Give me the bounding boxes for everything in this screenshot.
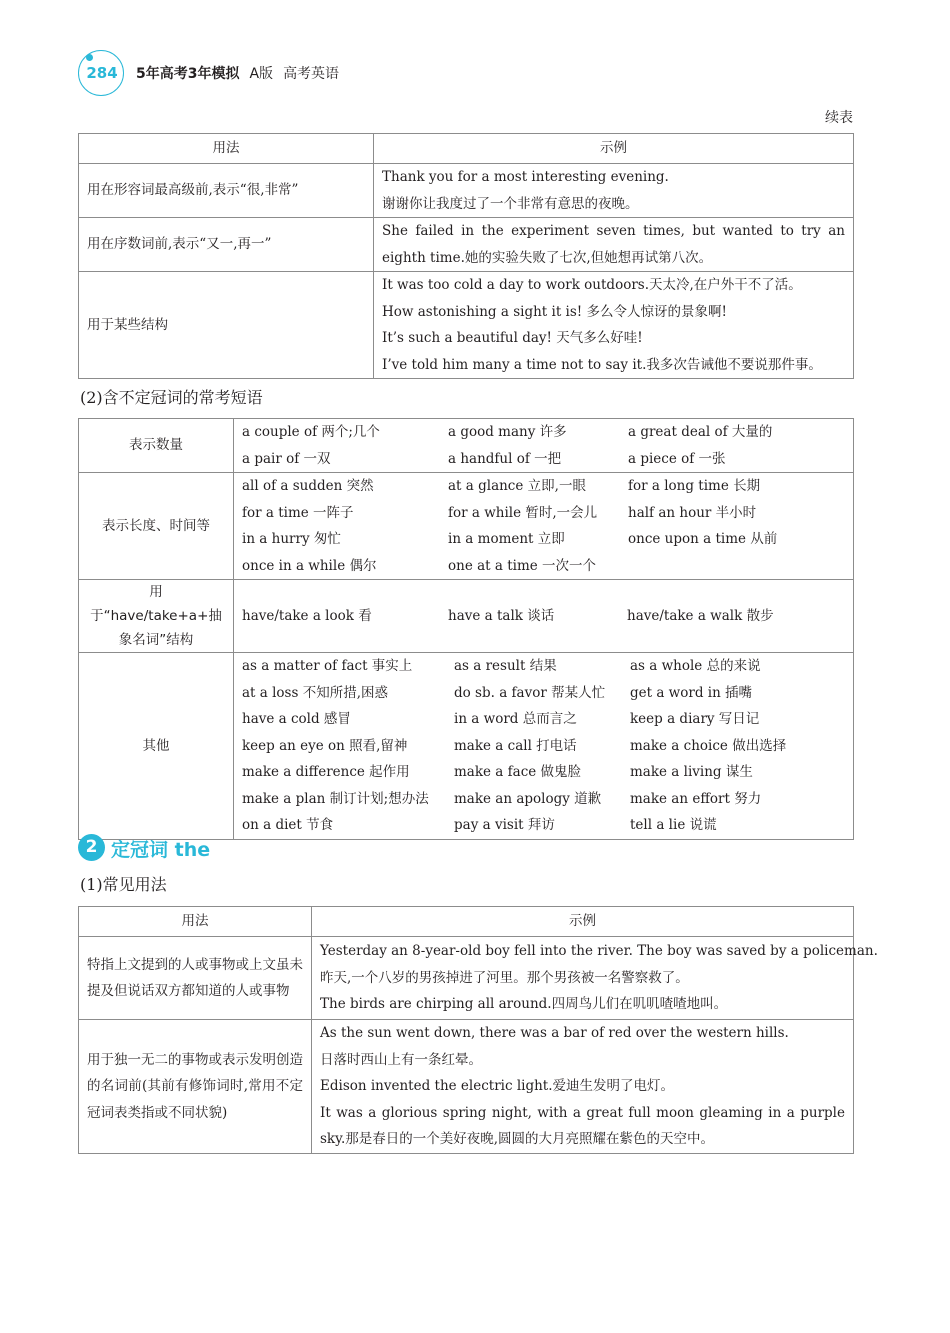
- example-cell: [312, 1020, 854, 1154]
- phrase-item: make a call 打电话: [454, 737, 577, 754]
- example-line: 昨天,一个八岁的男孩掉进了河里。那个男孩被一名警察救了。: [320, 969, 689, 986]
- table-row: [79, 1020, 854, 1154]
- phrase-item: have/take a walk 散步: [627, 607, 774, 624]
- phrase-item: half an hour 半小时: [628, 504, 757, 521]
- usage-cell: 用于某些结构: [79, 272, 374, 379]
- phrase-item: a couple of 两个;几个: [242, 424, 380, 440]
- phrase-item: for a while 暂时,一会儿: [448, 504, 598, 521]
- example-line: As the sun went down, there was a bar of red over the western hills.: [320, 1025, 789, 1041]
- table-row: [79, 937, 854, 1020]
- column-header-usage: 用法: [79, 134, 374, 164]
- phrase-item: pay a visit 拜访: [454, 817, 555, 833]
- book-subject: 高考英语: [283, 66, 340, 82]
- phrase-item: as a whole 总的来说: [630, 658, 761, 674]
- example-cell: She failed in the experiment seven times, but wanted to try an eighth time.她的实验失败了七次,但她想再试第八次。: [374, 218, 854, 272]
- phrase-item: have a cold 感冒: [242, 711, 351, 727]
- subheading-usage: (1)常见用法: [80, 875, 167, 894]
- badge-dot-icon: [86, 54, 93, 61]
- phrase-item: make a choice 做出选择: [630, 737, 787, 754]
- example-line: It was a glorious spring night, with a great full moon gleaming in a purple sky.那是春日的一个美好夜晚,圆圆的大月亮照耀在紫色的天空中。: [320, 1104, 845, 1147]
- phrase-item: make a face 做鬼脸: [454, 764, 582, 780]
- book-edition: A版: [249, 66, 274, 82]
- phrase-item: [628, 553, 845, 580]
- table-header-row: [79, 134, 854, 164]
- category-cell: 表示长度、时间等: [79, 473, 234, 580]
- table-row: [79, 653, 854, 840]
- subheading-phrases: (2)含不定冠词的常考短语: [80, 388, 263, 407]
- example-cell: [312, 937, 878, 1020]
- page-header: [78, 48, 858, 96]
- phrase-item: in a moment 立即: [448, 531, 565, 547]
- phrase-item: make an apology 道歉: [454, 790, 602, 807]
- usage-cell: 特指上文提到的人或事物或上文虽未提及但说话双方都知道的人或事物: [79, 937, 312, 1020]
- phrase-item: on a diet 节食: [242, 817, 334, 833]
- category-cell: 用于“have/take+a+抽象名词”结构: [79, 580, 234, 653]
- phrase-item: get a word in 插嘴: [630, 684, 753, 701]
- phrase-item: at a loss 不知所措,困惑: [242, 684, 388, 701]
- phrase-item: keep a diary 写日记: [630, 711, 760, 727]
- phrase-item: make a difference 起作用: [242, 764, 410, 780]
- phrase-cell: [234, 653, 854, 840]
- phrase-item: a great deal of 大量的: [628, 424, 773, 440]
- table-row: [79, 473, 854, 580]
- phrase-item: in a hurry 匆忙: [242, 531, 341, 547]
- phrase-item: have a talk 谈话: [448, 607, 555, 624]
- table-header-row: [79, 907, 854, 937]
- example-line: Thank you for a most interesting evening.: [382, 169, 669, 185]
- page-number: 284: [86, 64, 118, 82]
- example-line: The birds are chirping all around.四周鸟儿们在叽叽喳喳地叫。: [320, 996, 728, 1013]
- usage-cell: 用在形容词最高级前,表示“很,非常”: [79, 164, 374, 218]
- section-title: 定冠词 the: [111, 839, 211, 861]
- usage-cell: 用于独一无二的事物或表示发明创造的名词前(其前有修饰词时,常用不定冠词表类指或不同状貌): [79, 1020, 312, 1154]
- phrase-item: in a word 总而言之: [454, 711, 577, 727]
- page-number-badge: [78, 50, 124, 96]
- phrase-item: keep an eye on 照看,留神: [242, 737, 408, 754]
- category-cell: 表示数量: [79, 419, 234, 473]
- phrase-item: make a plan 制订计划;想办法: [242, 790, 429, 807]
- phrase-item: one at a time 一次一个: [448, 557, 597, 574]
- phrase-item: once in a while 偶尔: [242, 557, 377, 574]
- column-header-example: 示例: [312, 907, 854, 937]
- phrase-item: at a glance 立即,一眼: [448, 478, 586, 494]
- phrase-item: have/take a look 看: [242, 607, 372, 624]
- example-line: Yesterday an 8-year-old boy fell into the river. The boy was saved by a policeman.: [320, 943, 878, 960]
- example-line: 谢谢你让我度过了一个非常有意思的夜晚。: [382, 195, 639, 212]
- table-row: [79, 164, 854, 218]
- column-header-example: 示例: [374, 134, 854, 164]
- phrase-item: a good many 许多: [448, 424, 567, 440]
- phrase-item: for a long time 长期: [628, 478, 761, 494]
- phrase-item: do sb. a favor 帮某人忙: [454, 684, 606, 701]
- phrase-item: a handful of 一把: [448, 450, 562, 467]
- table-row: [79, 218, 854, 272]
- example-line: 日落时西山上有一条红晕。: [320, 1051, 482, 1068]
- continued-label: 续表: [825, 110, 853, 126]
- example-line: I’ve told him many a time not to say it.我多次告诫他不要说那件事。: [382, 356, 822, 373]
- phrase-item: a pair of 一双: [242, 450, 331, 467]
- phrase-cell: [234, 419, 854, 473]
- column-header-usage: 用法: [79, 907, 312, 937]
- example-line: It was too cold a day to work outdoors.天太冷,在户外干不了活。: [382, 277, 802, 293]
- example-line: How astonishing a sight it is! 多么令人惊讶的景象啊!: [382, 303, 727, 320]
- usage-table-definite: [78, 906, 878, 1154]
- section-number-icon: 2: [78, 834, 105, 861]
- example-line: Edison invented the electric light.爱迪生发明了电灯。: [320, 1078, 675, 1094]
- example-line: It’s such a beautiful day! 天气多么好哇!: [382, 330, 643, 346]
- table-row: [79, 272, 854, 379]
- example-cell: [374, 164, 854, 218]
- phrase-item: as a result 结果: [454, 658, 557, 674]
- phrase-item: as a matter of fact 事实上: [242, 658, 413, 674]
- table-row: [79, 419, 854, 473]
- phrase-item: a piece of 一张: [628, 450, 726, 467]
- phrase-table: [78, 418, 854, 840]
- table-row: [79, 580, 854, 653]
- phrase-cell: [234, 473, 854, 580]
- category-cell: 其他: [79, 653, 234, 840]
- usage-table-indefinite: [78, 133, 854, 379]
- example-cell: [374, 272, 854, 379]
- phrase-item: make a living 谋生: [630, 764, 753, 780]
- phrase-item: tell a lie 说谎: [630, 817, 717, 833]
- phrase-item: once upon a time 从前: [628, 531, 778, 547]
- phrase-item: all of a sudden 突然: [242, 478, 374, 494]
- book-title: [136, 63, 339, 83]
- phrase-item: make an effort 努力: [630, 790, 762, 807]
- usage-cell: 用在序数词前,表示“又一,再一”: [79, 218, 374, 272]
- phrase-item: for a time 一阵子: [242, 504, 354, 521]
- book-series: 5年高考3年模拟: [136, 66, 240, 82]
- phrase-cell: [234, 580, 854, 653]
